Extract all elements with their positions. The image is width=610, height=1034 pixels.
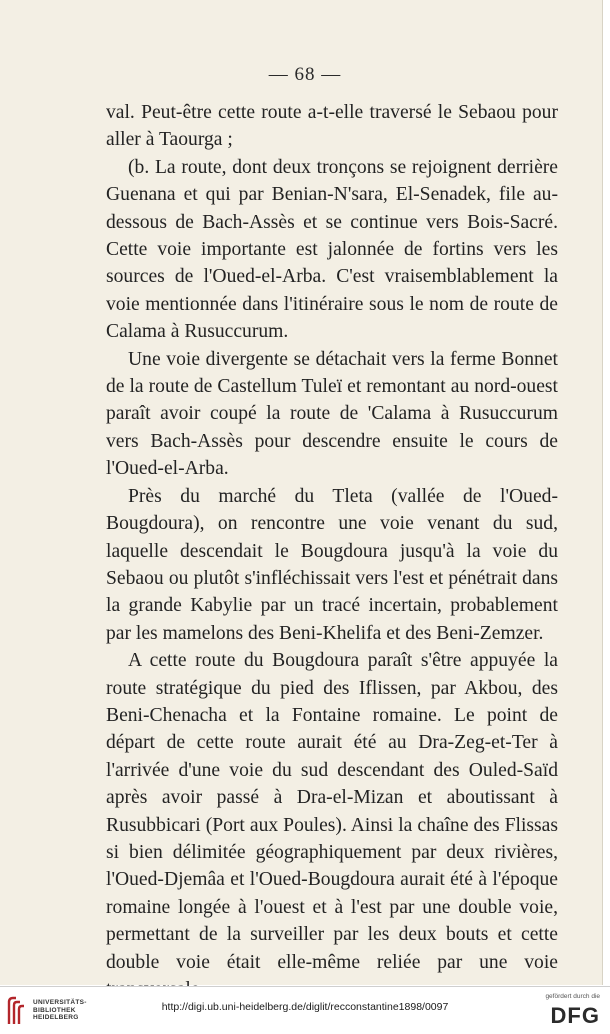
library-name-line-1: UNIVERSITÄTS- (33, 999, 87, 1006)
dfg-logo: DFG (550, 1003, 600, 1028)
permalink-url[interactable]: http://digi.ub.uni-heidelberg.de/diglit/recconstantine1898/0097 (161, 1001, 449, 1013)
paragraph-4: Près du marché du Tleta (vallée de l'Oued-Bougdoura), on rencontre une voie venant du sud, laquelle descendait le Bougdoura jusqu'à la voie du Sebaou ou plutôt s'infléchissait vers l'est et pénétrait dans la grande Kabylie par un tracé incertain, probablement par les mamelons des Beni-Khelifa et des Beni-Zemzer. (106, 485, 558, 644)
sponsor-note: gefördert durch die (545, 993, 600, 1000)
paragraph-3: Une voie divergente se détachait vers la ferme Bonnet de la route de Castellum Tuleï et remontant au nord-ouest paraît avoir coupé la route de 'Calama à Rusuccurum vers Bach-Assès pour descendre ensuite le cours de l'Oued-el-Arba. (106, 348, 558, 480)
paragraph-1: val. Peut-être cette route a-t-elle traversé le Sebaou pour aller à Taourga ; (106, 102, 558, 151)
paragraph-2: (b. La route, dont deux tronçons se rejoignent derrière Guenana et qui par Benian-N'sara, El-Senadek, file au-dessous de Bach-Assès et se continue vers Bois-Sacré. Cette voie importante est jalonnée de fortins vers les sources de l'Oued-el-Arba. C'est vraisemblablement la voie mentionnée dans l'itinéraire sous le nom de route de Calama à Rusuccurum. (106, 156, 558, 343)
footer-bar (0, 986, 610, 1034)
paragraph-5: A cette route du Bougdoura paraît s'être appuyée la route stratégique du pied des Iflissen, par Akbou, des Beni-Chenacha et la Fontaine romaine. Le point de départ de cette route aurait été au Dra-Zeg-et-Ter à l'arrivée d'une voie du sud descendant des Ouled-Saïd après avoir passé à Dra-el-Mizan et aboutissant à Rusubbicari (Port aux Poules). Ainsi la chaîne des Flissas si bien délimitée géographiquement par deux rivières, l'Oued-Djemâa et l'Oued-Bougdoura aurait été à l'époque romaine longée à l'ouest et à l'est par une double voie, permettant de la surveiller par les deux bouts et cette double voie était elle-même reliée par une voie (106, 650, 558, 973)
library-name-line-3: HEIDELBERG (33, 1014, 79, 1021)
body-text (106, 99, 558, 1003)
page-number: — 68 — (268, 64, 342, 85)
library-name-line-2: BIBLIOTHEK (33, 1006, 76, 1014)
